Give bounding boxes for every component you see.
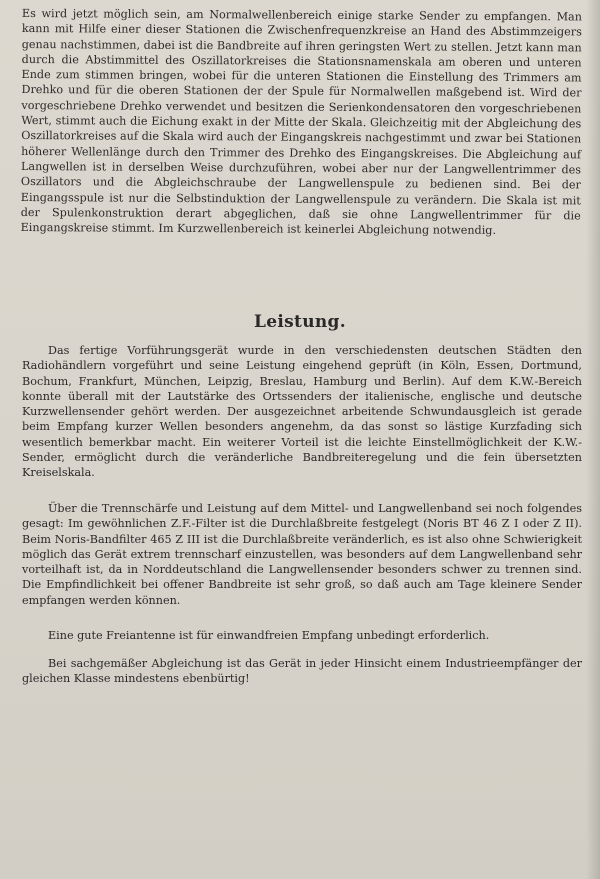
conclusion-text-block xyxy=(22,656,582,687)
intro-paragraph: Es wird jetzt möglich sein, am Normalwellenbereich einige starke Sender zu empfangen. Man kann mit Hilfe einer dieser Stationen die Zwischenfrequenzkreise an Hand des Abstimmzeigers genau nachstimmen, dabei ist die Bandbreite auf ihren geringsten Wert zu stellen. Jetzt kann man durch die Abstimmittel des Oszillatorkreises die Stationsnamenskala am oberen und unteren Ende zum stimmen bringen, wobei für die unteren Stationen die Einstellung des Trimmers am Drehko und für die oberen Stationen der der Spule für Normalwellen maßgebend ist. Wird der vorgeschriebene Drehko verwendet und besitzen die Serienkondensatoren den vorgeschriebenen Wert, stimmt auch die Eichung exakt in der Mitte der Skala. Gleichzeitig mit der Abgleichung des Oszillatorkreises auf die Skala wird auch der Eingangskreis nachgestimmt und zwar bei Stationen höherer Wellenlänge durch den Trimmer des Drehko des Eingangskreises. Die Abgleichung auf Langwellen ist in derselben Weise durchzuführen, wobei aber nur der Langwellentrimmer des Oszillators und die Abgleichschraube der Langwellenspule zu bedienen sind. Bei der Eingangsspule ist nur die Selbstinduktion der Langwellenspule zu verändern. Die Skala ist mit der Spulenkonstruktion derart abgeglichen, daß sie ohne Langwellentrimmer für die Eingangskreise stimmt. Im Kurzwellenbereich ist keinerlei Abgleichung notwendig. xyxy=(20,6,582,238)
paragraph-antenna: Eine gute Freiantenne ist für einwandfreien Empfang unbedingt erforderlich. xyxy=(48,629,490,642)
antenna-text-block xyxy=(22,628,582,643)
paragraph-selectivity: Über die Trennschärfe und Leistung auf dem Mittel- und Langwellenband sei noch folgendes gesagt: Im gewöhnlichen Z.F.-Filter ist die Durchlaßbreite festgelegt (Noris BT 46 Z I oder Z II). Beim Noris-Bandfilter 465 Z III ist die Durchlaßbreite veränderlich, es ist also ohne Schwierigkeit möglich das Gerät extrem trennscharf einzustellen, was besonders auf dem Langwellenband sehr vorteilhaft ist, da in Norddeutschland die Langwellensender besonders schwer zu trennen sind. Die Empfindlichkeit bei offener Bandbreite ist sehr groß, so daß auch am Tage kleinere Sender empfangen werden können. xyxy=(22,502,582,607)
section-heading: Leistung. xyxy=(254,312,346,332)
page-edge-shadow xyxy=(586,0,600,879)
intro-text-block xyxy=(21,6,582,239)
performance-text-block xyxy=(22,343,582,481)
paragraph-demonstration: Das fertige Vorführungsgerät wurde in den verschiedensten deutschen Städten den Radiohändlern vorgeführt und seine Leistung eingehend geprüft (in Köln, Essen, Dortmund, Bochum, Frankfurt, München, Leipzig, Breslau, Hamburg und Berlin). Auf dem K.W.-Bereich konnte überall mit der Lautstärke des Ortssenders der italienische, englische und deutsche Kurzwellensender gehört werden. Der ausgezeichnet arbeitende Schwundausgleich ist gerade beim Empfang kurzer Wellen besonders angenehm, da das sonst so lästige Kurzfading sich wesentlich bemerkbar macht. Ein weiterer Vorteil ist die leichte Einstellmöglichkeit der K.W.-Sender, ermöglicht durch die veränderliche Bandbreiteregelung und die fein übersetzten Kreiselskala. xyxy=(22,344,582,480)
paragraph-conclusion: Bei sachgemäßer Abgleichung ist das Gerät in jeder Hinsicht einem Industrieempfänger der gleichen Klasse mindestens ebenbürtig! xyxy=(22,657,582,686)
selectivity-text-block xyxy=(22,501,582,608)
